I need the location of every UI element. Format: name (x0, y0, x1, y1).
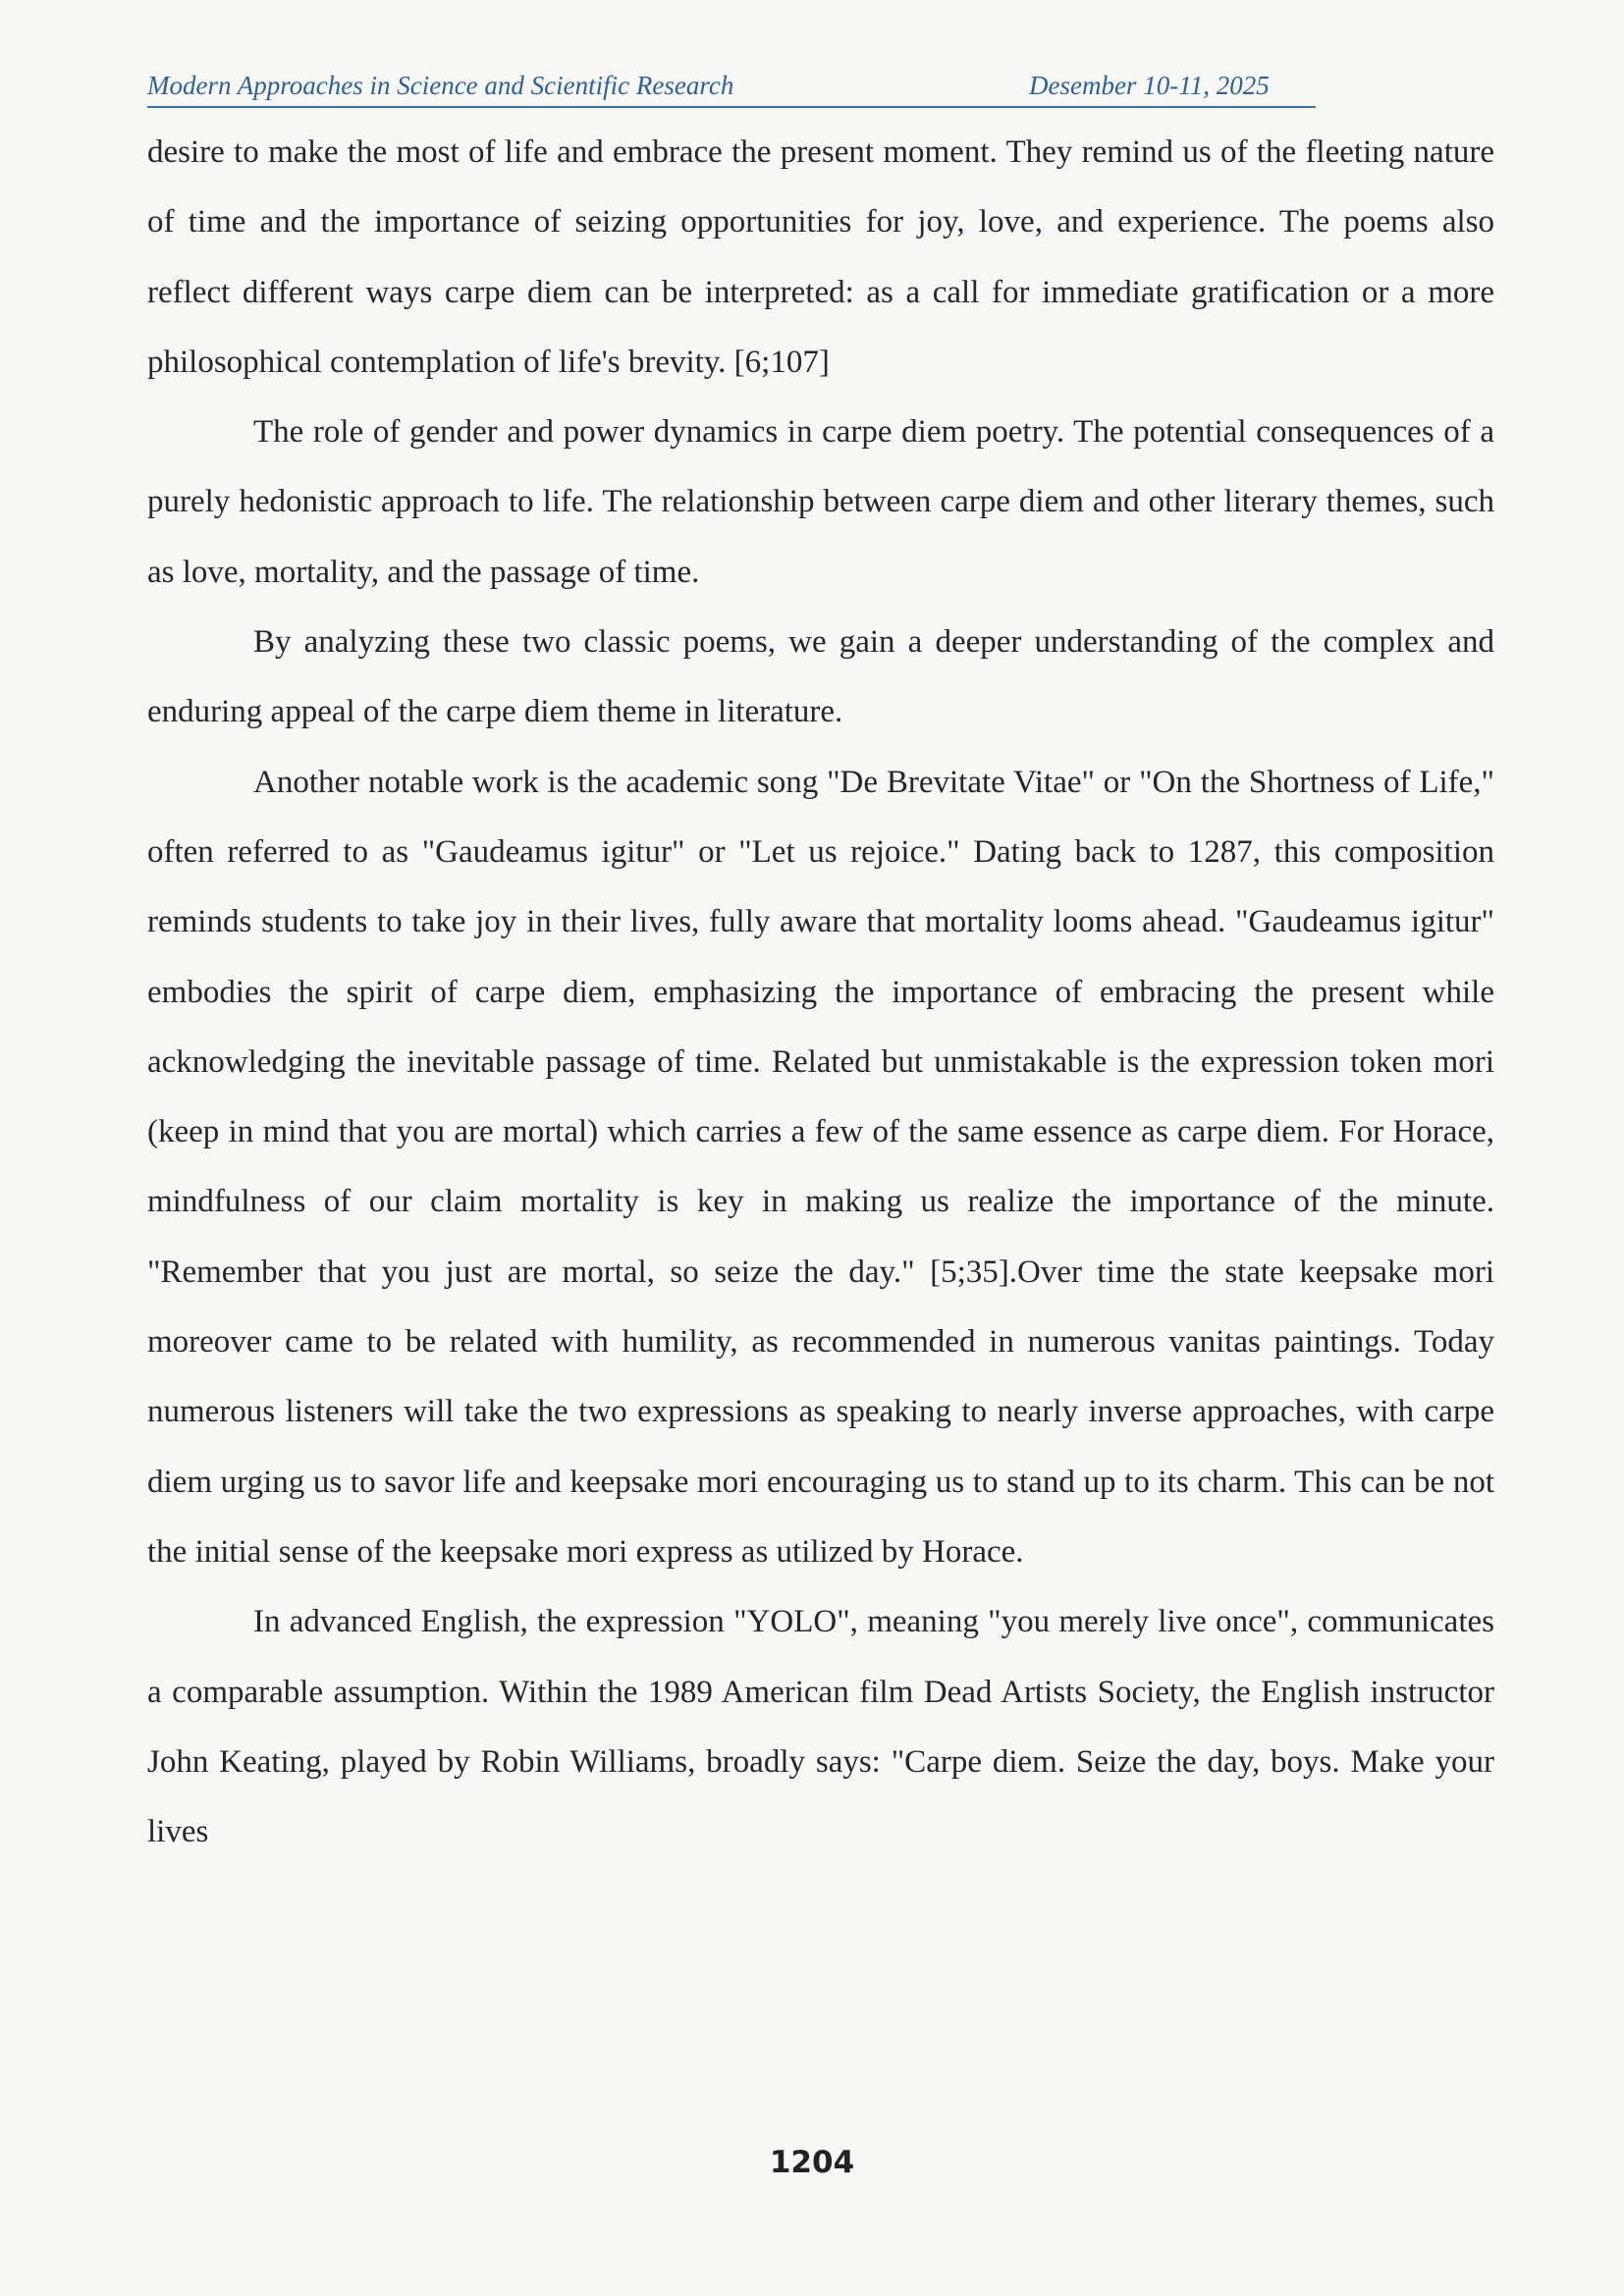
journal-title: Modern Approaches in Science and Scientific Research (147, 71, 734, 100)
running-header (147, 69, 1316, 108)
paragraph-gender-power: The role of gender and power dynamics in carpe diem poetry. The potential consequences of a purely hedonistic approach to life. The relationship between carpe diem and other literary themes, such as love, mortality, and the passage of time. (147, 414, 1494, 590)
page-body (147, 118, 1494, 1867)
paragraph-analysis: By analyzing these two classic poems, we gain a deeper understanding of the complex and enduring appeal of the carpe diem theme in literature. (147, 624, 1494, 730)
paragraph-yolo: In advanced English, the expression "YOLO", meaning "you merely live once", communicates a comparable assumption. Within the 1989 American film Dead Artists Society, the English instructor John Keating, played by Robin Williams, broadly says: "Carpe diem. Seize the day, boys. Make your lives (147, 1604, 1494, 1850)
paragraph-continuation: desire to make the most of life and embrace the present moment. They remind us of the fleeting nature of time and the importance of seizing opportunities for joy, love, and experience. The poems also reflect different ways carpe diem can be interpreted: as a call for immediate gratification or a more philosophical contemplation of life's brevity. [6;107] (147, 134, 1494, 380)
paragraph-gaudeamus: Another notable work is the academic song "De Brevitate Vitae" or "On the Shortness of Life," often referred to as "Gaudeamus igitur" or "Let us rejoice." Dating back to 1287, this composition reminds students to take joy in their lives, fully aware that mortality looms ahead. "Gaudeamus igitur" embodies the spirit of carpe diem, emphasizing the importance of embracing the present while acknowledging the inevitable passage of time. Related but unmistakable is the expression token mori (keep in mind that you are mortal) which carries a few of the same essence as carpe diem. For Horace, mindfulness of our claim mortality is key in making us realize the importance of the minute. "Remember that you just are mortal, so seize the day." [5;35].Over time the state keepsake mori moreover came to be related with humility, as recommended in numerous vanitas paintings. Today numerous listeners will take the two expressions as speaking to nearly inverse approaches, with carpe diem urging us to savor life and keepsake mori encouraging us to stand up to its charm. This can be not the initial sense of the keepsake mori express as utilized by Horace. (147, 764, 1494, 1570)
conference-date: Desember 10-11, 2025 (1029, 71, 1270, 100)
page-number: 1204 (769, 2145, 855, 2180)
